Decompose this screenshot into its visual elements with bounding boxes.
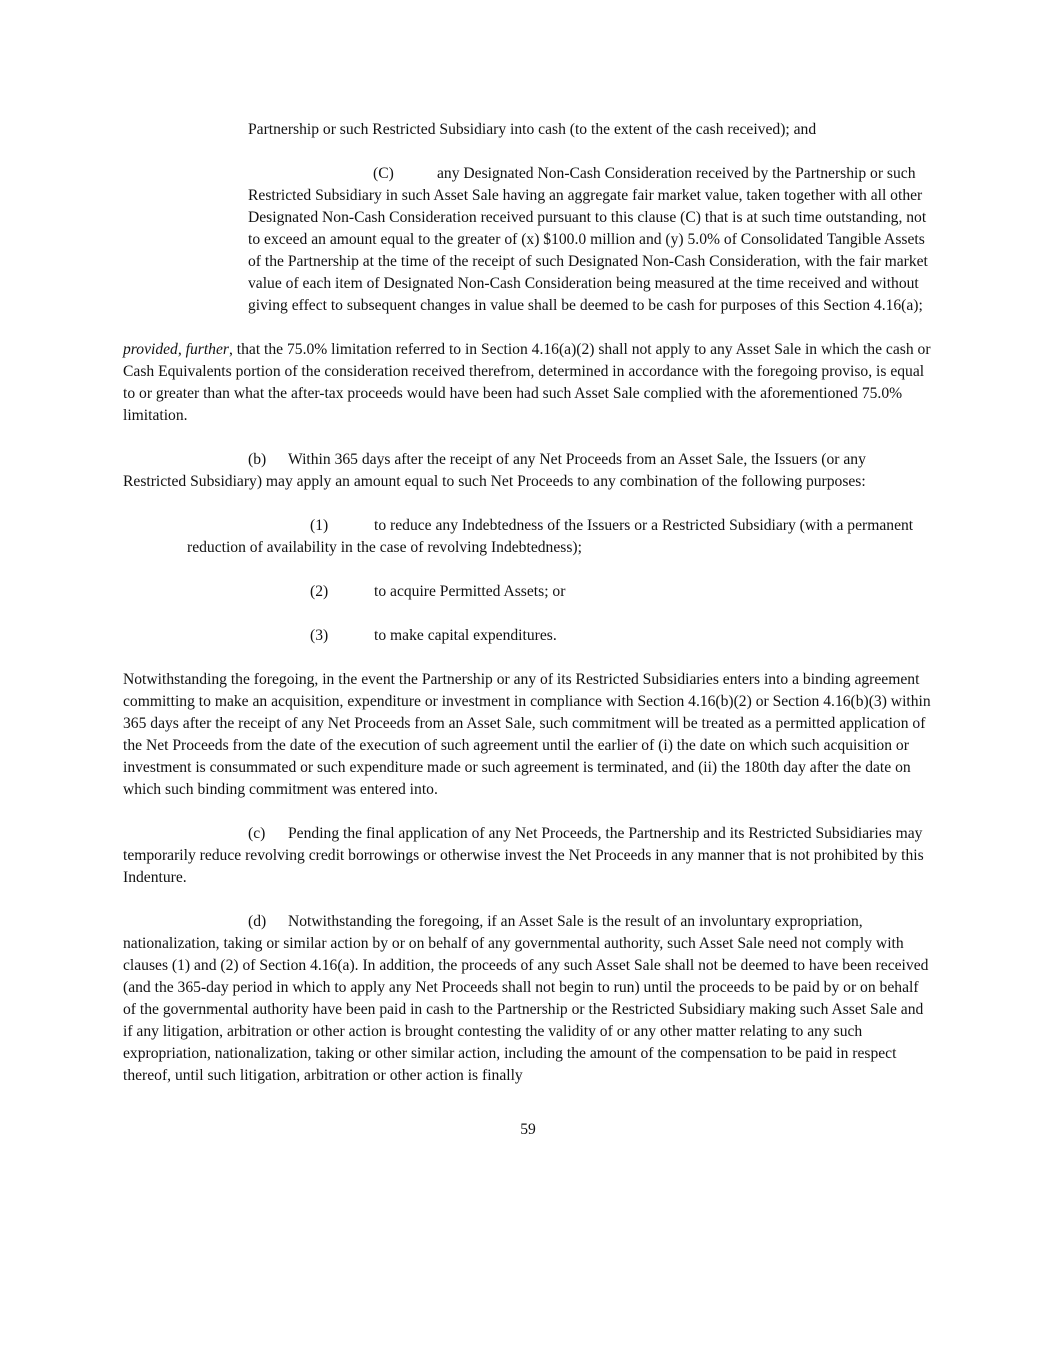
subsection-c-label: (c) <box>248 825 266 842</box>
list-item-1-text: to reduce any Indebtedness of the Issuers or a Restricted Subsidiary (with a permanent reduction of availability in the case of revolving Indebtedness); <box>187 517 914 556</box>
paragraph-clause-c <box>248 163 933 317</box>
subsection-b-text: Within 365 days after the receipt of any Net Proceeds from an Asset Sale, the Issuers (or any Restricted Subsidiary) may apply an amount equal to such Net Proceeds to any combination of the following purposes: <box>123 451 866 490</box>
paragraph-subsection-d <box>123 911 933 1087</box>
proviso-italic-lead: provided, further <box>123 341 229 358</box>
list-item <box>187 515 933 559</box>
subsection-d-label: (d) <box>248 913 267 930</box>
subsection-d-text: Notwithstanding the foregoing, if an Asset Sale is the result of an involuntary expropriation, nationalization, taking or similar action by or on behalf of any governmental authority, such Asset Sale need not comply with clauses (1) and (2) of Section 4.16(a). In addition, the proceeds of any such Asset Sale shall not be deemed to have been received (and the 365-day period in which to apply any Net Proceeds shall not begin to run) until the proceeds to be paid by or on behalf of the governmental authority have been paid in cash to the Partnership or the Restricted Subsidiary making such Asset Sale and if any litigation, arbitration or other action is brought contesting the validity of or any other matter relating to any such expropriation, nationalization, taking or other similar action, including the amount of the compensation to be paid in respect thereof, until such litigation, arbitration or other action is finally <box>123 913 929 1084</box>
subsection-b-label: (b) <box>248 451 267 468</box>
list-item-3-text: to make capital expenditures. <box>374 627 557 644</box>
subsection-c-text: Pending the final application of any Net Proceeds, the Partnership and its Restricted Subsidiaries may temporarily reduce revolving credit borrowings or otherwise invest the Net Proceeds in any manner that is not prohibited by this Indenture. <box>123 825 924 886</box>
clause-c-label: (C) <box>373 165 394 182</box>
list-item-2-text: to acquire Permitted Assets; or <box>374 583 566 600</box>
proviso-text: , that the 75.0% limitation referred to in Section 4.16(a)(2) shall not apply to any Asset Sale in which the cash or Cash Equivalents portion of the consideration received therefrom, determined in accordance with the foregoing proviso, is equal to or greater than what the after-tax proceeds would have been had such Asset Sale complied with the aforementioned 75.0% limitation. <box>123 341 931 424</box>
list-item-1-label: (1) <box>310 517 329 534</box>
paragraph-proviso <box>123 339 933 427</box>
page-number: 59 <box>520 1121 536 1138</box>
list-item-3-label: (3) <box>310 627 329 644</box>
list-item <box>187 625 933 647</box>
list-item <box>187 581 933 603</box>
paragraph-clause-b-continuation: Partnership or such Restricted Subsidiary into cash (to the extent of the cash received); and <box>248 121 817 138</box>
clause-c-text: any Designated Non-Cash Consideration received by the Partnership or such Restricted Subsidiary in such Asset Sale having an aggregate fair market value, taken together with all other Designated Non-Cash Consideration received pursuant to this clause (C) that is at such time outstanding, not to exceed an amount equal to the greater of (x) $100.0 million and (y) 5.0% of Consolidated Tangible Assets of the Partnership at the time of the receipt of such Designated Non-Cash Consideration, with the fair market value of each item of Designated Non-Cash Consideration being measured at the time received and without giving effect to subsequent changes in value shall be deemed to be cash for purposes of this Section 4.16(a); <box>248 165 928 314</box>
paragraph-notwithstanding: Notwithstanding the foregoing, in the event the Partnership or any of its Restricted Subsidiaries enters into a binding agreement committing to make an acquisition, expenditure or investment in compliance with Section 4.16(b)(2) or Section 4.16(b)(3) within 365 days after the receipt of any Net Proceeds from an Asset Sale, such commitment will be treated as a permitted application of the Net Proceeds from the date of the execution of such agreement until the earlier of (i) the date on which such acquisition or investment is consummated or such expenditure made or such agreement is terminated, and (ii) the 180th day after the date on which such binding commitment was entered into. <box>123 671 931 798</box>
document-body <box>123 119 933 1141</box>
paragraph-subsection-c <box>123 823 933 889</box>
list-item-2-label: (2) <box>310 583 329 600</box>
paragraph-subsection-b <box>123 449 933 493</box>
